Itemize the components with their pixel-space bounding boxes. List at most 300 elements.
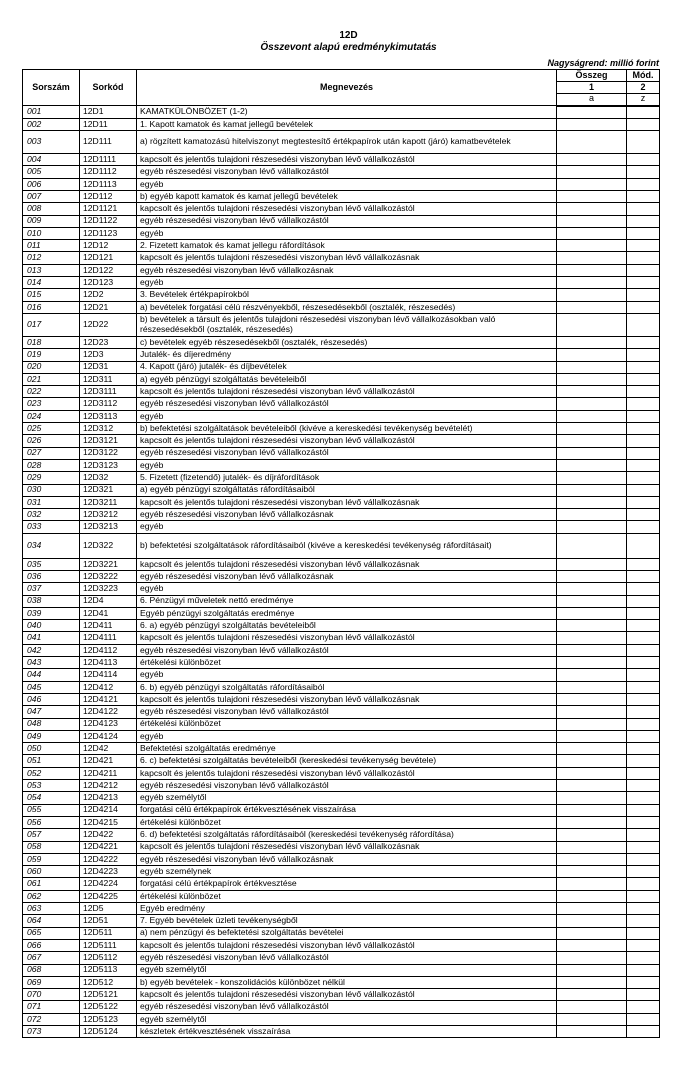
table-row <box>23 927 660 939</box>
row-amount-cell[interactable] <box>557 620 627 632</box>
table-row <box>23 349 660 361</box>
row-mod-cell[interactable] <box>627 755 660 767</box>
row-mod-cell[interactable] <box>627 743 660 755</box>
row-amount-cell[interactable] <box>557 853 627 865</box>
row-name: egyéb <box>137 227 557 239</box>
table-row <box>23 459 660 471</box>
row-mod-cell[interactable] <box>627 349 660 361</box>
row-amount-cell[interactable] <box>557 472 627 484</box>
row-mod-cell[interactable] <box>627 178 660 190</box>
row-mod-cell[interactable] <box>627 718 660 730</box>
row-code: 12D1123 <box>80 227 137 239</box>
row-amount-cell[interactable] <box>557 336 627 348</box>
row-number: 022 <box>23 386 80 398</box>
row-mod-cell[interactable] <box>627 203 660 215</box>
row-mod-cell[interactable] <box>627 706 660 718</box>
row-mod-cell[interactable] <box>627 1013 660 1025</box>
row-mod-cell[interactable] <box>627 829 660 841</box>
row-amount-cell[interactable] <box>557 878 627 890</box>
row-amount-cell[interactable] <box>557 447 627 459</box>
row-amount-cell[interactable] <box>557 190 627 202</box>
row-mod-cell[interactable] <box>627 915 660 927</box>
row-amount-cell[interactable] <box>557 118 627 130</box>
row-number: 033 <box>23 521 80 533</box>
row-mod-cell[interactable] <box>627 277 660 289</box>
row-number: 024 <box>23 410 80 422</box>
row-amount-cell[interactable] <box>557 131 627 154</box>
row-name: egyéb részesedési viszonyban lévő vállalkozástól <box>137 706 557 718</box>
row-code: 12D421 <box>80 755 137 767</box>
row-amount-cell[interactable] <box>557 386 627 398</box>
row-number: 065 <box>23 927 80 939</box>
row-number: 071 <box>23 1001 80 1013</box>
table-row <box>23 521 660 533</box>
row-amount-cell[interactable] <box>557 227 627 239</box>
row-number: 021 <box>23 373 80 385</box>
row-number: 050 <box>23 743 80 755</box>
row-amount-cell[interactable] <box>557 484 627 496</box>
row-number: 072 <box>23 1013 80 1025</box>
row-code: 12D4122 <box>80 706 137 718</box>
row-amount-cell[interactable] <box>557 866 627 878</box>
row-amount-cell[interactable] <box>557 657 627 669</box>
row-amount-cell[interactable] <box>557 767 627 779</box>
row-number: 040 <box>23 620 80 632</box>
table-row <box>23 131 660 154</box>
row-mod-cell[interactable] <box>627 118 660 130</box>
row-amount-cell[interactable] <box>557 301 627 313</box>
table-row <box>23 755 660 767</box>
row-amount-cell[interactable] <box>557 459 627 471</box>
row-code: 12D2 <box>80 289 137 301</box>
row-number: 029 <box>23 472 80 484</box>
row-mod-cell[interactable] <box>627 301 660 313</box>
row-mod-cell[interactable] <box>627 336 660 348</box>
row-mod-cell[interactable] <box>627 154 660 166</box>
row-amount-cell[interactable] <box>557 203 627 215</box>
row-name: egyéb részesedési viszonyban lévő vállalkozástól <box>137 780 557 792</box>
table-row <box>23 780 660 792</box>
row-amount-cell[interactable] <box>557 154 627 166</box>
row-amount-cell[interactable] <box>557 178 627 190</box>
row-number: 070 <box>23 989 80 1001</box>
row-mod-cell[interactable] <box>627 792 660 804</box>
row-mod-cell[interactable] <box>627 472 660 484</box>
row-amount-cell[interactable] <box>557 841 627 853</box>
row-amount-cell[interactable] <box>557 349 627 361</box>
row-number: 031 <box>23 496 80 508</box>
table-row <box>23 829 660 841</box>
row-amount-cell[interactable] <box>557 890 627 902</box>
row-name: kapcsolt és jelentős tulajdoni részesedési viszonyban lévő vállalkozásnak <box>137 693 557 705</box>
row-number: 041 <box>23 632 80 644</box>
table-row <box>23 215 660 227</box>
row-amount-cell[interactable] <box>557 558 627 570</box>
form-code: 12D <box>339 30 358 41</box>
row-mod-cell[interactable] <box>627 533 660 558</box>
row-number: 028 <box>23 459 80 471</box>
row-mod-cell[interactable] <box>627 447 660 459</box>
row-name: egyéb részesedési viszonyban lévő vállalkozástól <box>137 215 557 227</box>
row-code: 12D4121 <box>80 693 137 705</box>
row-amount-cell[interactable] <box>557 361 627 373</box>
row-mod-cell[interactable] <box>627 989 660 1001</box>
row-code: 12D4223 <box>80 866 137 878</box>
row-code: 12D11 <box>80 118 137 130</box>
row-amount-cell[interactable] <box>557 964 627 976</box>
header-sorszam: Sorszám <box>23 70 80 106</box>
row-code: 12D3213 <box>80 521 137 533</box>
row-amount-cell[interactable] <box>557 952 627 964</box>
row-amount-cell[interactable] <box>557 166 627 178</box>
table-row <box>23 681 660 693</box>
row-name: egyéb személynek <box>137 866 557 878</box>
row-name: b) befektetési szolgáltatások bevételeiből (kivéve a kereskedési tevékenység bevételét) <box>137 423 557 435</box>
row-code: 12D512 <box>80 976 137 988</box>
row-amount-cell[interactable] <box>557 423 627 435</box>
header-osszeg-letter: a <box>557 94 627 106</box>
row-code: 12D5123 <box>80 1013 137 1025</box>
row-code: 12D3212 <box>80 509 137 521</box>
row-amount-cell[interactable] <box>557 583 627 595</box>
table-row <box>23 533 660 558</box>
row-amount-cell[interactable] <box>557 780 627 792</box>
row-mod-cell[interactable] <box>627 131 660 154</box>
row-name: 3. Bevételek értékpapírokból <box>137 289 557 301</box>
row-number: 066 <box>23 939 80 951</box>
row-mod-cell[interactable] <box>627 644 660 656</box>
row-code: 12D1111 <box>80 154 137 166</box>
row-code: 12D3211 <box>80 496 137 508</box>
row-number: 061 <box>23 878 80 890</box>
row-amount-cell[interactable] <box>557 706 627 718</box>
row-code: 12D41 <box>80 607 137 619</box>
row-number: 047 <box>23 706 80 718</box>
row-amount-cell[interactable] <box>557 644 627 656</box>
row-number: 018 <box>23 336 80 348</box>
table-row <box>23 203 660 215</box>
row-amount-cell[interactable] <box>557 816 627 828</box>
row-name: egyéb <box>137 178 557 190</box>
row-amount-cell[interactable] <box>557 989 627 1001</box>
row-mod-cell[interactable] <box>627 816 660 828</box>
table-row <box>23 289 660 301</box>
row-name: forgatási célú értékpapírok értékvesztése <box>137 878 557 890</box>
row-mod-cell[interactable] <box>627 509 660 521</box>
row-name: c) bevételek egyéb részesedésekből (osztalék, részesedés) <box>137 336 557 348</box>
row-mod-cell[interactable] <box>627 313 660 336</box>
row-number: 012 <box>23 252 80 264</box>
row-amount-cell[interactable] <box>557 215 627 227</box>
table-row <box>23 1013 660 1025</box>
table-row <box>23 853 660 865</box>
row-amount-cell[interactable] <box>557 106 627 119</box>
row-amount-cell[interactable] <box>557 1025 627 1037</box>
row-mod-cell[interactable] <box>627 780 660 792</box>
row-amount-cell[interactable] <box>557 313 627 336</box>
row-mod-cell[interactable] <box>627 289 660 301</box>
row-name: egyéb <box>137 669 557 681</box>
row-amount-cell[interactable] <box>557 903 627 915</box>
table-row <box>23 866 660 878</box>
row-code: 12D4124 <box>80 730 137 742</box>
table-row <box>23 571 660 583</box>
row-amount-cell[interactable] <box>557 829 627 841</box>
row-code: 12D4213 <box>80 792 137 804</box>
row-number: 054 <box>23 792 80 804</box>
row-mod-cell[interactable] <box>627 595 660 607</box>
row-name: b) egyéb bevételek - konszolidációs különbözet nélkül <box>137 976 557 988</box>
row-name: Befektetési szolgáltatás eredménye <box>137 743 557 755</box>
row-code: 12D321 <box>80 484 137 496</box>
row-amount-cell[interactable] <box>557 755 627 767</box>
table-row <box>23 1001 660 1013</box>
row-mod-cell[interactable] <box>627 227 660 239</box>
row-amount-cell[interactable] <box>557 410 627 422</box>
row-mod-cell[interactable] <box>627 410 660 422</box>
row-mod-cell[interactable] <box>627 190 660 202</box>
row-mod-cell[interactable] <box>627 841 660 853</box>
row-name: kapcsolt és jelentős tulajdoni részesedési viszonyban lévő vállalkozástól <box>137 203 557 215</box>
row-amount-cell[interactable] <box>557 743 627 755</box>
row-mod-cell[interactable] <box>627 215 660 227</box>
row-mod-cell[interactable] <box>627 106 660 119</box>
row-amount-cell[interactable] <box>557 521 627 533</box>
table-row <box>23 496 660 508</box>
row-mod-cell[interactable] <box>627 398 660 410</box>
header-osszeg-num: 1 <box>557 82 627 94</box>
row-mod-cell[interactable] <box>627 386 660 398</box>
row-code: 12D4 <box>80 595 137 607</box>
table-row <box>23 669 660 681</box>
table-row <box>23 730 660 742</box>
row-name: egyéb részesedési viszonyban lévő vállalkozásnak <box>137 571 557 583</box>
row-number: 006 <box>23 178 80 190</box>
row-amount-cell[interactable] <box>557 1013 627 1025</box>
row-name: a) egyéb pénzügyi szolgáltatás bevételeiből <box>137 373 557 385</box>
row-amount-cell[interactable] <box>557 607 627 619</box>
row-mod-cell[interactable] <box>627 264 660 276</box>
row-code: 12D4214 <box>80 804 137 816</box>
row-mod-cell[interactable] <box>627 878 660 890</box>
row-mod-cell[interactable] <box>627 496 660 508</box>
row-mod-cell[interactable] <box>627 620 660 632</box>
row-number: 052 <box>23 767 80 779</box>
row-name: értékelési különbözet <box>137 718 557 730</box>
row-mod-cell[interactable] <box>627 240 660 252</box>
row-mod-cell[interactable] <box>627 632 660 644</box>
table-row <box>23 607 660 619</box>
row-amount-cell[interactable] <box>557 595 627 607</box>
table-row <box>23 583 660 595</box>
row-amount-cell[interactable] <box>557 976 627 988</box>
table-row <box>23 558 660 570</box>
row-mod-cell[interactable] <box>627 521 660 533</box>
row-amount-cell[interactable] <box>557 240 627 252</box>
row-number: 058 <box>23 841 80 853</box>
row-amount-cell[interactable] <box>557 632 627 644</box>
row-mod-cell[interactable] <box>627 903 660 915</box>
row-amount-cell[interactable] <box>557 277 627 289</box>
table-row <box>23 301 660 313</box>
row-name: Egyéb eredmény <box>137 903 557 915</box>
row-mod-cell[interactable] <box>627 939 660 951</box>
row-number: 015 <box>23 289 80 301</box>
row-amount-cell[interactable] <box>557 435 627 447</box>
row-mod-cell[interactable] <box>627 1001 660 1013</box>
table-row <box>23 816 660 828</box>
row-code: 12D1113 <box>80 178 137 190</box>
table-row <box>23 743 660 755</box>
row-amount-cell[interactable] <box>557 915 627 927</box>
row-name: 6. b) egyéb pénzügyi szolgáltatás ráfordításaiból <box>137 681 557 693</box>
row-code: 12D3112 <box>80 398 137 410</box>
row-code: 12D4211 <box>80 767 137 779</box>
row-mod-cell[interactable] <box>627 166 660 178</box>
row-code: 12D4114 <box>80 669 137 681</box>
table-row <box>23 767 660 779</box>
row-amount-cell[interactable] <box>557 792 627 804</box>
row-amount-cell[interactable] <box>557 571 627 583</box>
row-name: egyéb részesedési viszonyban lévő vállalkozástól <box>137 952 557 964</box>
table-row <box>23 509 660 521</box>
row-name: a) rögzített kamatozású hitelviszonyt megtestesítő értékpapírok után kapott (járó) kamatbevételek <box>137 131 557 154</box>
row-amount-cell[interactable] <box>557 533 627 558</box>
table-row <box>23 964 660 976</box>
row-mod-cell[interactable] <box>627 669 660 681</box>
row-mod-cell[interactable] <box>627 853 660 865</box>
row-code: 12D5 <box>80 903 137 915</box>
row-mod-cell[interactable] <box>627 583 660 595</box>
row-name: kapcsolt és jelentős tulajdoni részesedési viszonyban lévő vállalkozástól <box>137 632 557 644</box>
row-mod-cell[interactable] <box>627 361 660 373</box>
row-mod-cell[interactable] <box>627 804 660 816</box>
row-name: egyéb részesedési viszonyban lévő vállalkozástól <box>137 447 557 459</box>
row-mod-cell[interactable] <box>627 976 660 988</box>
row-name: egyéb személytől <box>137 1013 557 1025</box>
table-row <box>23 595 660 607</box>
row-mod-cell[interactable] <box>627 571 660 583</box>
row-amount-cell[interactable] <box>557 252 627 264</box>
row-mod-cell[interactable] <box>627 373 660 385</box>
row-code: 12D3113 <box>80 410 137 422</box>
row-code: 12D51 <box>80 915 137 927</box>
row-mod-cell[interactable] <box>627 423 660 435</box>
row-number: 053 <box>23 780 80 792</box>
table-row <box>23 106 660 119</box>
row-mod-cell[interactable] <box>627 1025 660 1037</box>
row-name: kapcsolt és jelentős tulajdoni részesedési viszonyban lévő vállalkozástól <box>137 939 557 951</box>
row-amount-cell[interactable] <box>557 496 627 508</box>
row-name: 6. a) egyéb pénzügyi szolgáltatás bevételeiből <box>137 620 557 632</box>
row-amount-cell[interactable] <box>557 939 627 951</box>
table-row <box>23 154 660 166</box>
table-row <box>23 792 660 804</box>
row-mod-cell[interactable] <box>627 252 660 264</box>
row-number: 036 <box>23 571 80 583</box>
table-row <box>23 890 660 902</box>
row-amount-cell[interactable] <box>557 681 627 693</box>
row-number: 063 <box>23 903 80 915</box>
row-code: 12D3221 <box>80 558 137 570</box>
row-code: 12D411 <box>80 620 137 632</box>
row-mod-cell[interactable] <box>627 730 660 742</box>
row-name: értékelési különbözet <box>137 657 557 669</box>
row-code: 12D312 <box>80 423 137 435</box>
header-megnevezes: Megnevezés <box>137 70 557 106</box>
row-mod-cell[interactable] <box>627 459 660 471</box>
row-code: 12D3 <box>80 349 137 361</box>
row-mod-cell[interactable] <box>627 435 660 447</box>
row-mod-cell[interactable] <box>627 890 660 902</box>
income-statement-table <box>22 69 660 1038</box>
row-mod-cell[interactable] <box>627 693 660 705</box>
row-amount-cell[interactable] <box>557 669 627 681</box>
row-amount-cell[interactable] <box>557 398 627 410</box>
row-number: 019 <box>23 349 80 361</box>
row-amount-cell[interactable] <box>557 509 627 521</box>
row-code: 12D1112 <box>80 166 137 178</box>
header-mod-num: 2 <box>627 82 660 94</box>
row-number: 002 <box>23 118 80 130</box>
row-mod-cell[interactable] <box>627 767 660 779</box>
row-number: 059 <box>23 853 80 865</box>
row-amount-cell[interactable] <box>557 289 627 301</box>
table-row <box>23 804 660 816</box>
row-amount-cell[interactable] <box>557 730 627 742</box>
row-amount-cell[interactable] <box>557 693 627 705</box>
row-name: egyéb <box>137 521 557 533</box>
row-mod-cell[interactable] <box>627 607 660 619</box>
row-name: egyéb részesedési viszonyban lévő vállalkozástól <box>137 398 557 410</box>
row-code: 12D5121 <box>80 989 137 1001</box>
table-row <box>23 373 660 385</box>
row-number: 025 <box>23 423 80 435</box>
row-mod-cell[interactable] <box>627 866 660 878</box>
row-mod-cell[interactable] <box>627 484 660 496</box>
row-amount-cell[interactable] <box>557 718 627 730</box>
row-name: egyéb <box>137 459 557 471</box>
row-amount-cell[interactable] <box>557 804 627 816</box>
row-mod-cell[interactable] <box>627 657 660 669</box>
table-row <box>23 484 660 496</box>
row-mod-cell[interactable] <box>627 681 660 693</box>
row-number: 042 <box>23 644 80 656</box>
row-mod-cell[interactable] <box>627 952 660 964</box>
row-amount-cell[interactable] <box>557 264 627 276</box>
row-name: b) bevételek a társult és jelentős tulajdoni részesedési viszonyban lévő vállalkozásokban való részesedésekből (osztalék, részesedés) <box>137 313 557 336</box>
row-amount-cell[interactable] <box>557 373 627 385</box>
table-row <box>23 447 660 459</box>
row-name: Jutalék- és díjeredmény <box>137 349 557 361</box>
table-row <box>23 336 660 348</box>
row-name: egyéb részesedési viszonyban lévő vállalkozástól <box>137 644 557 656</box>
row-number: 043 <box>23 657 80 669</box>
row-number: 068 <box>23 964 80 976</box>
table-row <box>23 252 660 264</box>
table-row <box>23 178 660 190</box>
row-mod-cell[interactable] <box>627 558 660 570</box>
row-code: 12D5113 <box>80 964 137 976</box>
row-mod-cell[interactable] <box>627 964 660 976</box>
row-mod-cell[interactable] <box>627 927 660 939</box>
row-amount-cell[interactable] <box>557 1001 627 1013</box>
row-name: kapcsolt és jelentős tulajdoni részesedési viszonyban lévő vállalkozástól <box>137 435 557 447</box>
form-title: Összevont alapú eredménykimutatás <box>260 42 437 53</box>
row-code: 12D5112 <box>80 952 137 964</box>
row-amount-cell[interactable] <box>557 927 627 939</box>
row-number: 057 <box>23 829 80 841</box>
